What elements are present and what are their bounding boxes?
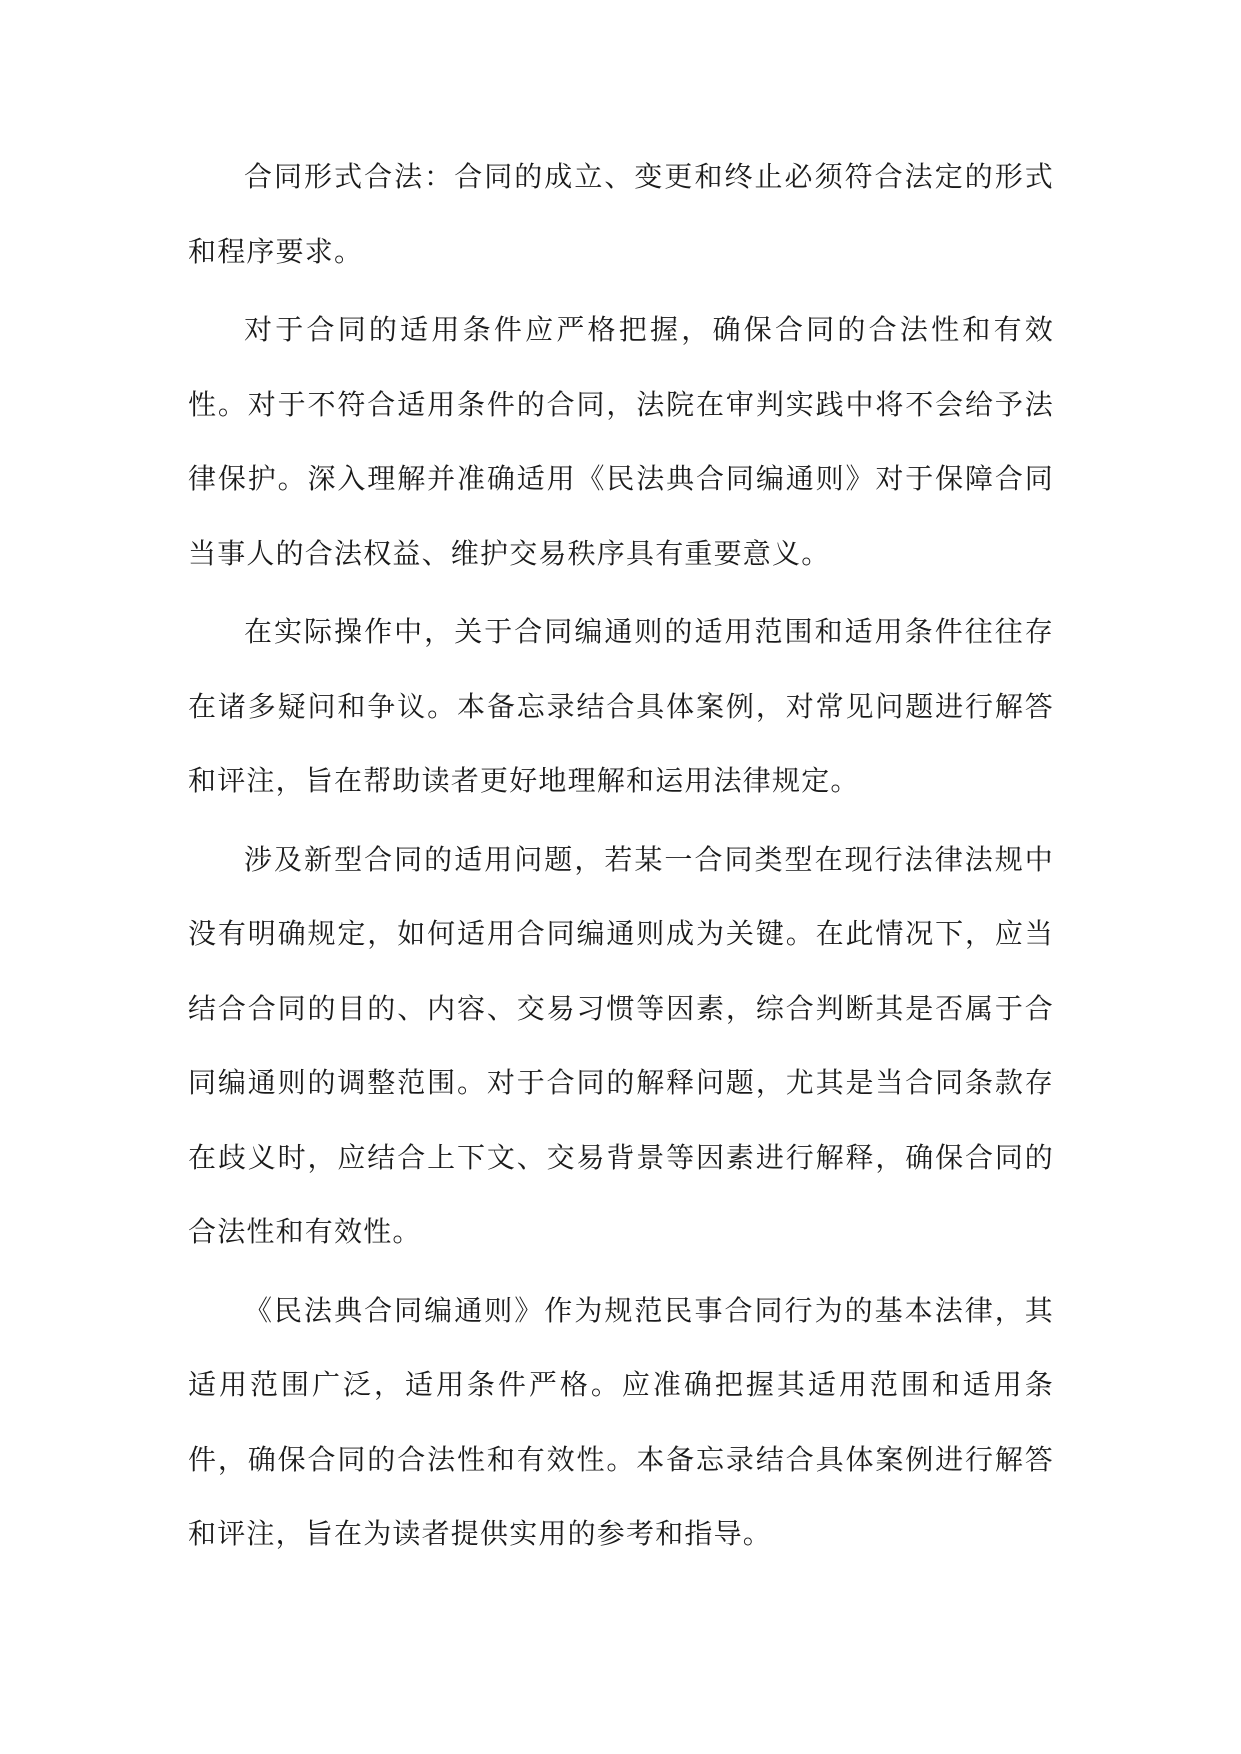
paragraph-new-contract-types: 涉及新型合同的适用问题，若某一合同类型在现行法律法规中没有明确规定，如何适用合同编通则成为关键。在此情况下，应当结合合同的目的、内容、交易习惯等因素，综合判断其是否属于合同编通则的调整范围。对于合同的解释问题，尤其是当合同条款存在歧义时，应结合上下文、交易背景等因素进行解释，确保合同的合法性和有效性。 [188,842,1054,1248]
document-body [188,140,1054,1576]
paragraph-conclusion: 《民法典合同编通则》作为规范民事合同行为的基本法律，其适用范围广泛，适用条件严格。应准确把握其适用范围和适用条件，确保合同的合法性和有效性。本备忘录结合具体案例进行解答和评注，旨在为读者提供实用的参考和指导。 [188,1293,1054,1550]
paragraph-contract-form: 合同形式合法：合同的成立、变更和终止必须符合法定的形式和程序要求。 [188,160,1054,268]
paragraph-applicable-conditions: 对于合同的适用条件应严格把握，确保合同的合法性和有效性。对于不符合适用条件的合同，法院在审判实践中将不会给予法律保护。深入理解并准确适用《民法典合同编通则》对于保障合同当事人的合法权益、维护交易秩序具有重要意义。 [188,313,1054,570]
paragraph-practical-issues: 在实际操作中，关于合同编通则的适用范围和适用条件往往存在诸多疑问和争议。本备忘录结合具体案例，对常见问题进行解答和评注，旨在帮助读者更好地理解和运用法律规定。 [188,615,1054,797]
